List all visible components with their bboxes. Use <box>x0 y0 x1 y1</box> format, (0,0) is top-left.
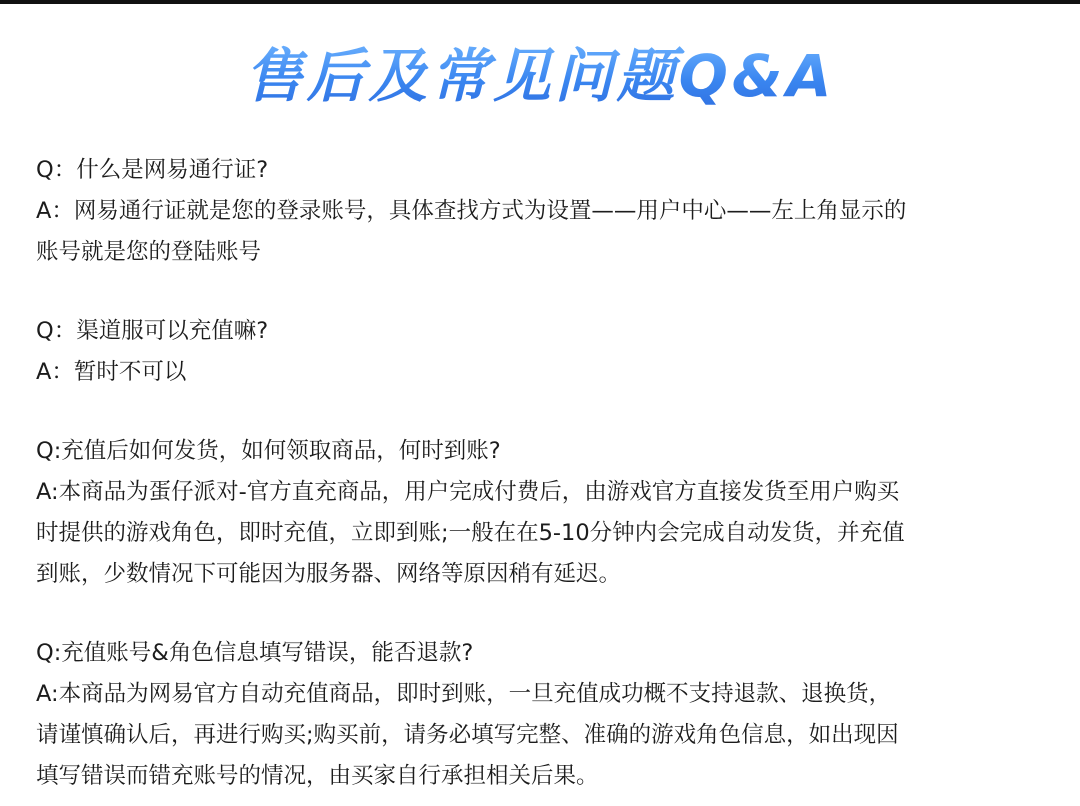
faq-answer-line: 账号就是您的登陆账号 <box>36 239 262 265</box>
faq-content <box>36 150 1056 806</box>
faq-answer-line: 填写错误而错充账号的情况，由买家自行承担相关后果。 <box>36 763 599 789</box>
faq-question: Q：渠道服可以充值嘛? <box>36 318 269 344</box>
faq-question: Q:充值后如何发货，如何领取商品，何时到账? <box>36 438 501 464</box>
faq-answer-line: 时提供的游戏角色，即时充值，立即到账;一般在在5-10分钟内会完成自动发货，并充值 <box>36 520 905 546</box>
faq-answer-line: 到账，少数情况下可能因为服务器、网络等原因稍有延迟。 <box>36 561 622 587</box>
faq-answer-line: 请谨慎确认后，再进行购买;购买前，请务必填写完整、准确的游戏角色信息，如出现因 <box>36 722 899 748</box>
faq-answer-line: A：网易通行证就是您的登录账号，具体查找方式为设置——用户中心——左上角显示的 <box>36 198 907 224</box>
faq-answer-line: A:本商品为网易官方自动充值商品，即时到账，一旦充值成功概不支持退款、退换货， <box>36 681 892 707</box>
faq-item <box>36 431 1056 595</box>
faq-item <box>36 633 1056 797</box>
faq-item <box>36 150 1056 273</box>
page-title: 售后及常见问题Q&A <box>0 38 1080 114</box>
faq-answer-line: A:本商品为蛋仔派对-官方直充商品，用户完成付费后，由游戏官方直接发货至用户购买 <box>36 479 900 505</box>
faq-answer-line: A：暂时不可以 <box>36 359 187 385</box>
top-border <box>0 0 1080 4</box>
faq-item <box>36 311 1056 393</box>
faq-question: Q:充值账号&角色信息填写错误，能否退款? <box>36 640 474 666</box>
faq-question: Q：什么是网易通行证? <box>36 157 269 183</box>
